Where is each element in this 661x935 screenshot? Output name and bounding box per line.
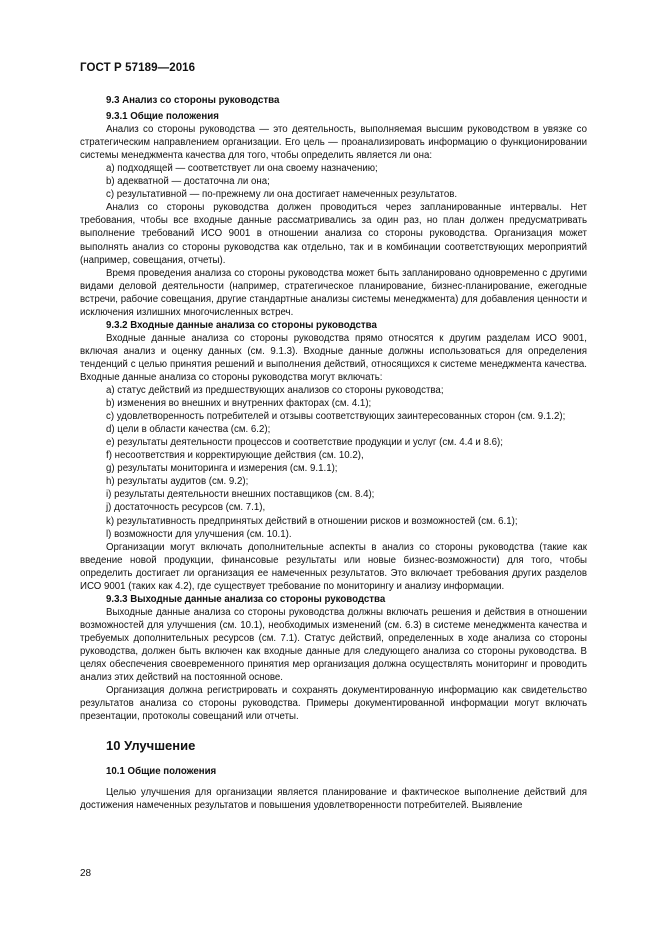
paragraph: Целью улучшения для организации является планирование и фактическое выполнение действий для достижения намеченных результатов и повышения удовлетворенности потребителей. Выявление [80, 787, 587, 812]
list-item: g) результаты мониторинга и измерения (см. 9.1.1); [106, 463, 338, 475]
document-header: ГОСТ Р 57189—2016 [80, 62, 196, 74]
page-body [80, 94, 587, 812]
list-item: l) возможности для улучшения (см. 10.1). [106, 528, 292, 540]
chapter-heading-10: 10 Улучшение [106, 738, 196, 754]
section-heading-9-3: 9.3 Анализ со стороны руководства [106, 95, 280, 106]
list-item: b) адекватной — достаточна ли она; [106, 176, 270, 188]
section-heading-9-3-3: 9.3.3 Выходные данные анализа со стороны руководства [106, 593, 386, 605]
list-item: e) результаты деятельности процессов и соответствие продукции и услуг (см. 4.4 и 8.6); [106, 437, 503, 449]
paragraph: Время проведения анализа со стороны руководства может быть запланировано одновременно с другими видами деловой деятельности (например, стратегическое планирование, бизнес-планирование, ежегодные встречи, рабочие совещания, другие стандартные анализы системы менеджмента) для добавления ценности и исключения излишних многочисленных встреч. [80, 267, 587, 318]
list-item: c) удовлетворенность потребителей и отзывы соответствующих заинтересованных сторон (см. 9.1.2); [106, 411, 566, 423]
list-item: i) результаты деятельности внешних поставщиков (см. 8.4); [106, 489, 375, 501]
section-heading-9-3-2: 9.3.2 Входные данные анализа со стороны руководства [106, 319, 377, 331]
list-item: a) статус действий из предшествующих анализов со стороны руководства; [106, 385, 444, 397]
page-number: 28 [80, 868, 92, 879]
list-item: j) достаточность ресурсов (см. 7.1), [106, 502, 266, 514]
section-heading-10-1: 10.1 Общие положения [106, 766, 217, 778]
list-item: d) цели в области качества (см. 6.2); [106, 424, 271, 436]
list-item: k) результативность предпринятых действий в отношении рисков и возможностей (см. 6.1); [106, 515, 518, 527]
paragraph: Выходные данные анализа со стороны руководства должны включать решения и действия в отношении возможностей для улучшения (см. 10.1), необходимых изменений (см. 6.3) в системе менеджмента качества и требуемых дополнительных ресурсов (см. 7.1). Статус действий, определенных в ходе анализа со стороны руководства, должен быть включен как входные данные для следующего анализа со стороны руководства. В целях обеспечения своевременного принятия мер организация должна осуществлять мониторинг и проводить анализ этих действий на постоянной основе. [80, 606, 587, 684]
list-item: a) подходящей — соответствует ли она своему назначению; [106, 163, 378, 175]
paragraph: Организации могут включать дополнительные аспекты в анализ со стороны руководства (такие как введение новой продукции, финансовые результаты или новые бизнес-возможности) для того, чтобы определить достигает ли организация ее намеченных результатов. Это включает требования других разделов ИСО 9001 (таких как 4.2), где существует требование по мониторингу и анализу информации. [80, 541, 587, 592]
list-item: f) несоответствия и корректирующие действия (см. 10.2), [106, 450, 364, 462]
paragraph: Анализ со стороны руководства — это деятельность, выполняемая высшим руководством в увязке со стратегическим направлением организации. Его цель — проанализировать информацию о функционировании системы менеджмента качества для того, чтобы определить является ли она: [80, 124, 587, 162]
paragraph: Входные данные анализа со стороны руководства прямо относятся к другим разделам ИСО 9001, включая анализ и оценку данных (см. 9.1.3). Входные данные должны использоваться для определения тенденций с целью принятия решений и выполнения действий, относящихся к системе менеджмента качества. Входные данные анализа со стороны руководства могут включать: [80, 332, 587, 383]
list-item: b) изменения во внешних и внутренних факторах (см. 4.1); [106, 398, 372, 410]
paragraph: Организация должна регистрировать и сохранять документированную информацию как свидетельство результатов анализа со стороны руководства. Примеры документированной информации могут включать презентации, протоколы совещаний или отчеты. [80, 685, 587, 723]
paragraph: Анализ со стороны руководства должен проводиться через запланированные интервалы. Нет требования, чтобы все входные данные рассматривались за один раз, но план должен предусматривать выполнение требований ИСО 9001 в отношении анализа со стороны руководства. Организация может выполнять анализ со стороны руководства как отдельно, так и в комбинации соответствующих мероприятий (например, совещания, отчеты). [80, 202, 587, 266]
list-item: c) результативной — по-прежнему ли она достигает намеченных результатов. [106, 189, 458, 201]
list-item: h) результаты аудитов (см. 9.2); [106, 476, 249, 488]
section-heading-9-3-1: 9.3.1 Общие положения [106, 111, 219, 123]
